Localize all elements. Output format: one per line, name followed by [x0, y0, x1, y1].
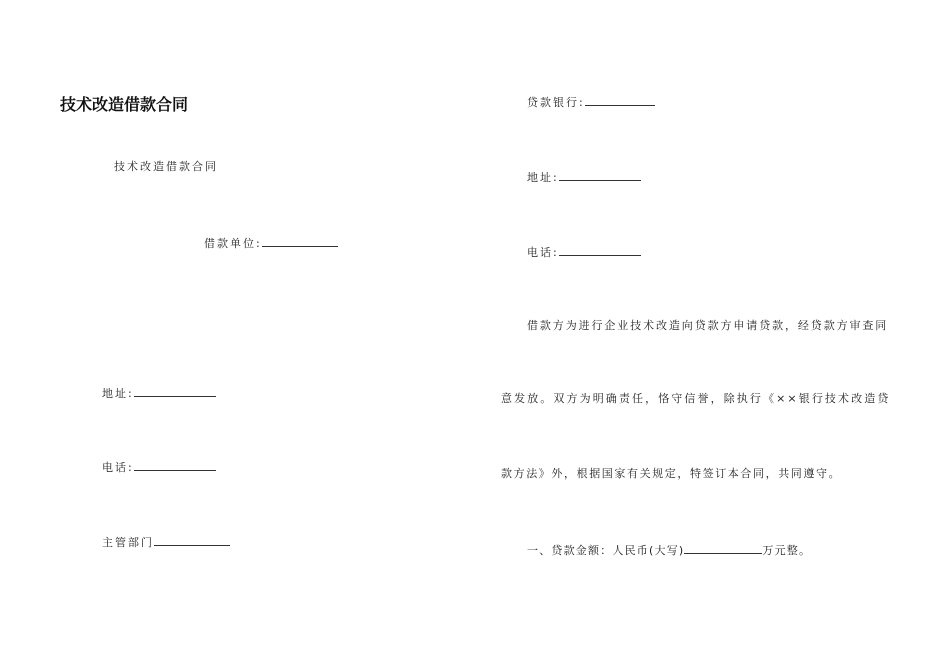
borrower-address-label: 地址:: [102, 387, 134, 400]
document-heading: 技术改造借款合同: [60, 95, 189, 114]
clause-1-suffix: 万元整。: [762, 544, 812, 557]
lender-phone-label: 电话:: [527, 246, 559, 259]
lender-address-blank: [559, 169, 641, 181]
paragraph-line-3: 款方法》外，根据国家有关规定，特签订本合同，共同遵守。: [501, 467, 842, 480]
borrower-label: 借款单位:: [204, 237, 262, 250]
lender-field: [527, 94, 655, 110]
lender-label: 贷款银行:: [527, 96, 585, 109]
paragraph-line-2: 意发放。双方为明确责任，恪守信誉，除执行《××银行技术改造贷: [501, 392, 891, 405]
lender-address-field: [527, 169, 641, 185]
department-label: 主管部门: [102, 536, 154, 549]
contract-subtitle: 技术改造借款合同: [114, 160, 218, 173]
lender-blank: [585, 94, 655, 106]
borrower-field: [204, 235, 338, 251]
borrower-address-field: [102, 385, 216, 401]
borrower-phone-blank: [134, 459, 216, 471]
clause-1-prefix: 一、贷款金额：人民币(大写): [527, 544, 685, 557]
department-blank: [154, 534, 230, 546]
paragraph-line-1: 借款方为进行企业技术改造向贷款方申请贷款，经贷款方审查同: [527, 319, 889, 332]
borrower-phone-label: 电话:: [102, 461, 134, 474]
borrower-blank: [262, 235, 338, 247]
lender-phone-field: [527, 244, 641, 260]
borrower-phone-field: [102, 459, 216, 475]
lender-phone-blank: [559, 244, 641, 256]
lender-address-label: 地址:: [527, 171, 559, 184]
loan-amount-blank: [684, 542, 762, 554]
department-field: [102, 534, 230, 550]
borrower-address-blank: [134, 385, 216, 397]
clause-1-loan-amount: [527, 542, 811, 558]
